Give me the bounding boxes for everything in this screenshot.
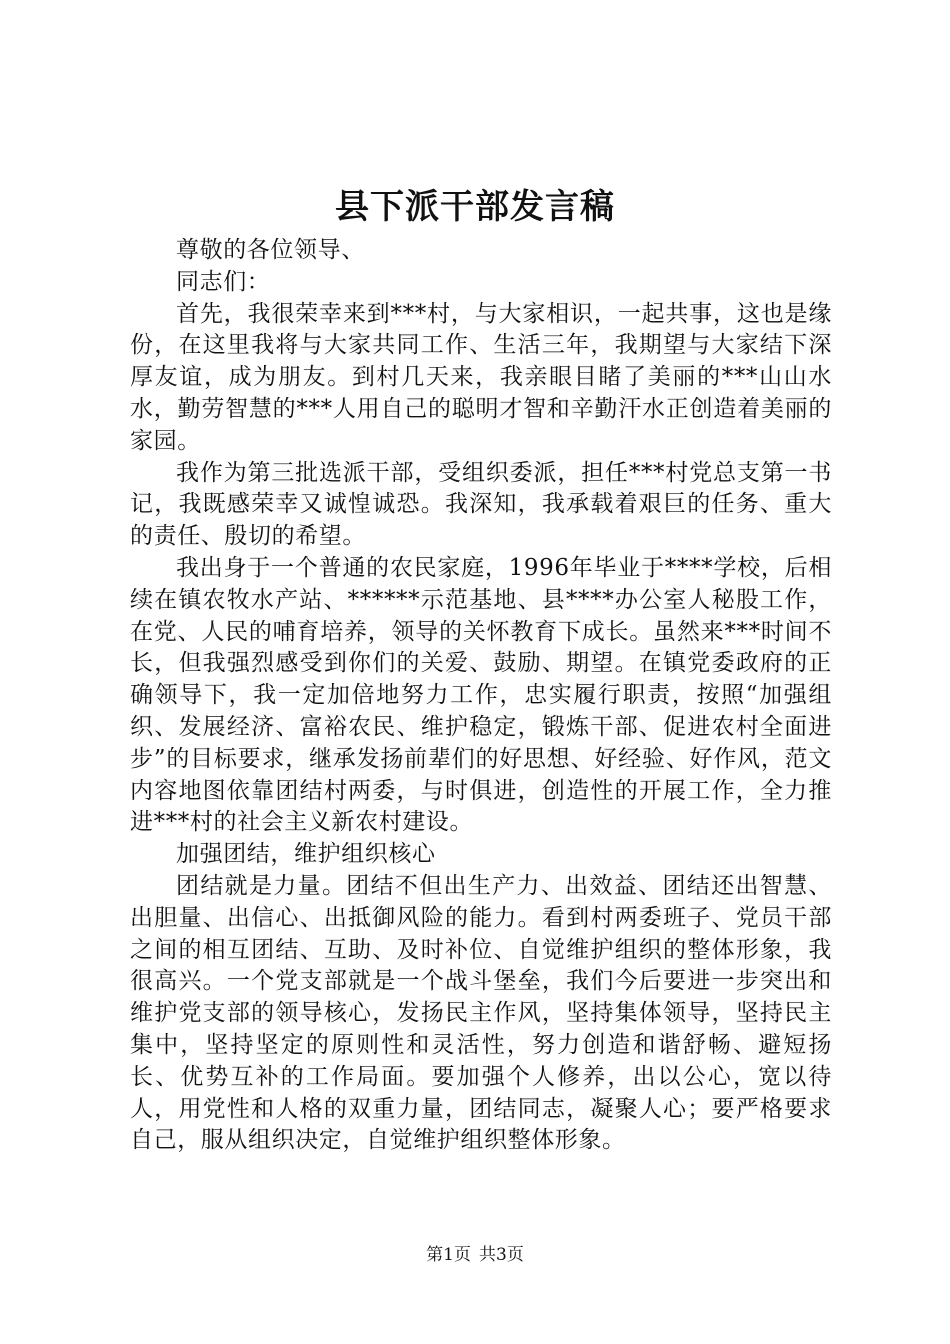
- document-body: [130, 235, 832, 1157]
- page-footer: [0, 1243, 950, 1267]
- section-heading-unity: 加强团结，维护组织核心: [176, 841, 436, 868]
- salutation-line-1: 尊敬的各位领导、: [176, 237, 365, 263]
- paragraph-appointment: 我作为第三批选派干部，受组织委派，担任***村党总支第一书记，我既感荣幸又诚惶诚恐。我深知，我承载着艰巨的任务、重大的责任、殷切的希望。: [130, 459, 832, 550]
- page-number: 第1页: [426, 1245, 471, 1265]
- page-total: 共3页: [479, 1245, 524, 1265]
- paragraph-background: 我出身于一个普通的农民家庭，1996年毕业于****学校，后相续在镇农牧水产站、******示范基地、县****办公室人秘股工作，在党、人民的哺育培养，领导的关怀教育下成长。虽然来***时间不长，但我强烈感受到你们的关爱、鼓励、期望。在镇党委政府的正确领导下，我一定加倍地努力工作，忠实履行职责，按照“加强组织、发展经济、富裕农民、维护稳定，锻炼干部、促进农村全面进步”的目标要求，继承发扬前辈们的好思想、好经验、好作风，范文内容地图依靠团结村两委，与时俱进，创造性的开展工作，全力推进***村的社会主义新农村建设。: [130, 554, 832, 836]
- salutation-line-2: 同志们：: [176, 268, 271, 295]
- paragraph-unity: 团结就是力量。团结不但出生产力、出效益、团结还出智慧、出胆量、出信心、出抵御风险的能力。看到村两委班子、党员干部之间的相互团结、互助、及时补位、自觉维护组织的整体形象，我很高兴。一个党支部就是一个战斗堡垒，我们今后要进一步突出和维护党支部的领导核心，发扬民主作风，坚持集体领导，坚持民主集中，坚持坚定的原则性和灵活性，努力创造和谐舒畅、避短扬长、优势互补的工作局面。要加强个人修养，出以公心，宽以待人，用党性和人格的双重力量，团结同志，凝聚人心；要严格要求自己，服从组织决定，自觉维护组织整体形象。: [130, 872, 832, 1154]
- paragraph-introduction: 首先，我很荣幸来到***村，与大家相识，一起共事，这也是缘份，在这里我将与大家共同工作、生活三年，我期望与大家结下深厚友谊，成为朋友。到村几天来，我亲眼目睹了美丽的***山山水水，勤劳智慧的***人用自己的聪明才智和辛勤汗水正创造着美丽的家园。: [130, 300, 832, 454]
- document-title: 县下派干部发言稿: [335, 187, 615, 227]
